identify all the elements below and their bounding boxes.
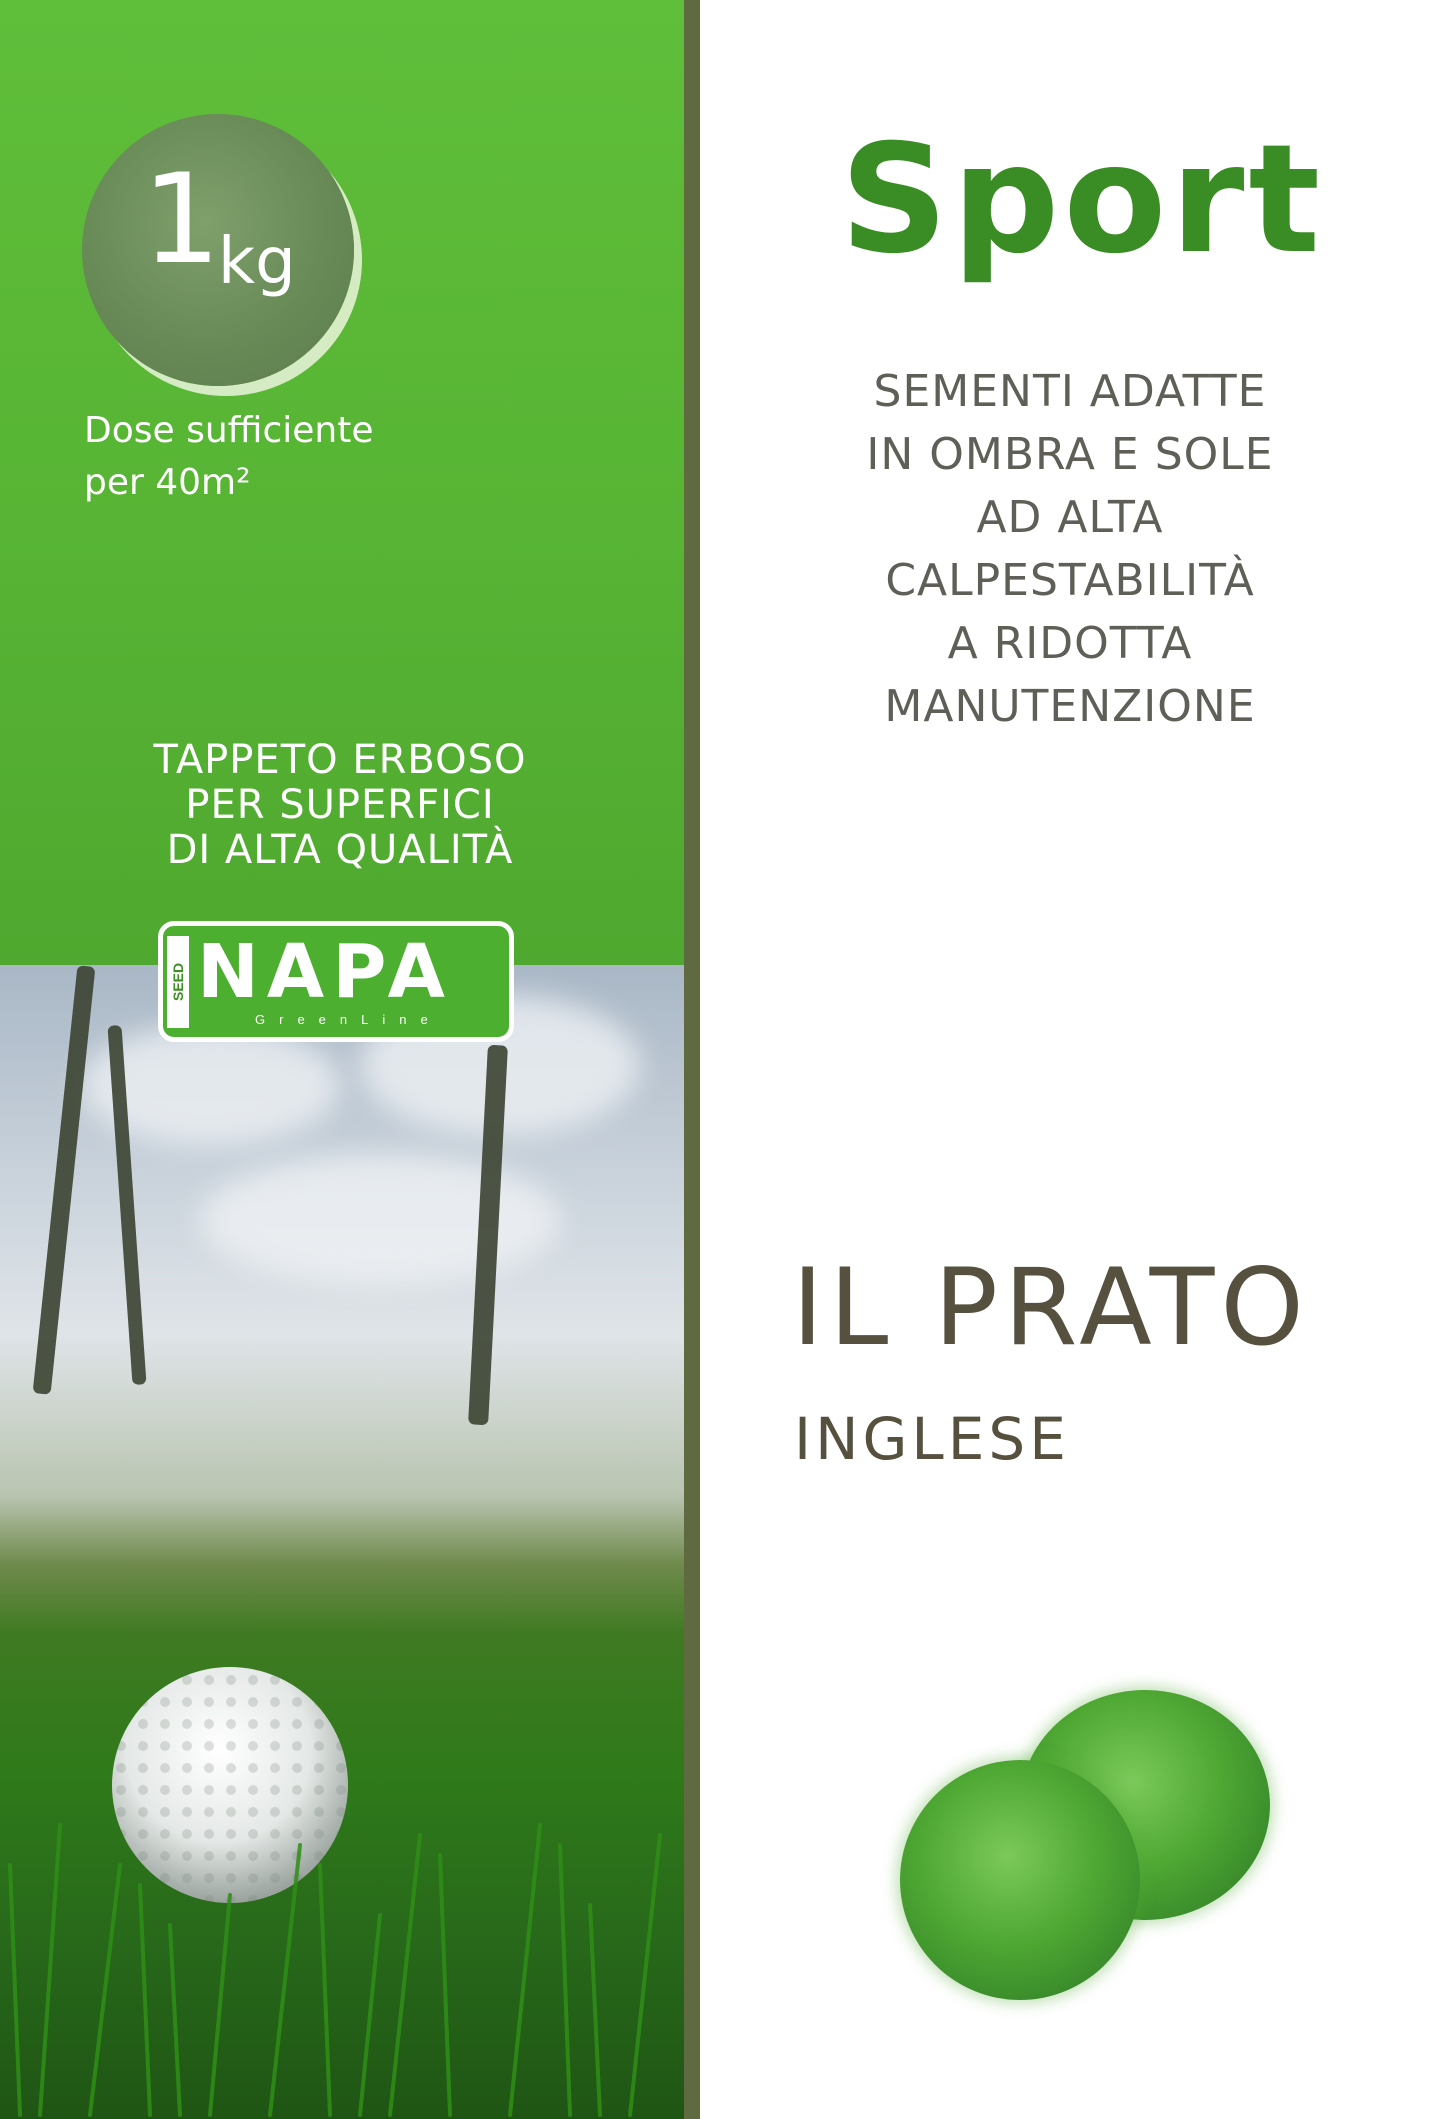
product-title: IL PRATO bbox=[792, 1246, 1310, 1369]
tagline-line-1: TAPPETO ERBOSO bbox=[153, 737, 527, 783]
dose-text bbox=[84, 405, 374, 509]
tagline-line-2: PER SUPERFICI bbox=[185, 782, 495, 828]
weight-value: 1 bbox=[142, 148, 221, 292]
feature-line-2: IN OMBRA E SOLE bbox=[866, 429, 1274, 480]
left-panel bbox=[0, 0, 684, 2119]
panel-divider bbox=[684, 0, 700, 2119]
dose-line-1: Dose sufficiente bbox=[84, 410, 374, 451]
golf-course-photo bbox=[0, 965, 684, 2119]
feature-line-1: SEMENTI ADATTE bbox=[873, 366, 1267, 417]
tagline bbox=[40, 738, 640, 873]
features-list bbox=[760, 360, 1380, 738]
golf-ball-icon bbox=[0, 965, 684, 2119]
logo-name: NAPA bbox=[197, 929, 453, 1015]
brand-title: Sport bbox=[840, 113, 1325, 287]
feature-line-4: CALPESTABILITÀ bbox=[885, 555, 1255, 606]
grass-hearts-icon bbox=[900, 1690, 1280, 2010]
feature-line-5: A RIDOTTA bbox=[947, 618, 1193, 669]
feature-line-3: AD ALTA bbox=[976, 492, 1164, 543]
logo-seed-label: SEED bbox=[167, 936, 189, 1028]
tagline-line-3: DI ALTA QUALITÀ bbox=[166, 827, 514, 873]
napa-logo bbox=[158, 921, 514, 1042]
right-panel bbox=[700, 0, 1450, 2119]
dose-line-2: per 40m² bbox=[84, 462, 251, 503]
feature-line-6: MANUTENZIONE bbox=[884, 681, 1256, 732]
weight-unit: kg bbox=[218, 225, 296, 299]
logo-subtitle: GreenLine bbox=[255, 1012, 442, 1027]
product-subtitle: INGLESE bbox=[794, 1405, 1070, 1473]
